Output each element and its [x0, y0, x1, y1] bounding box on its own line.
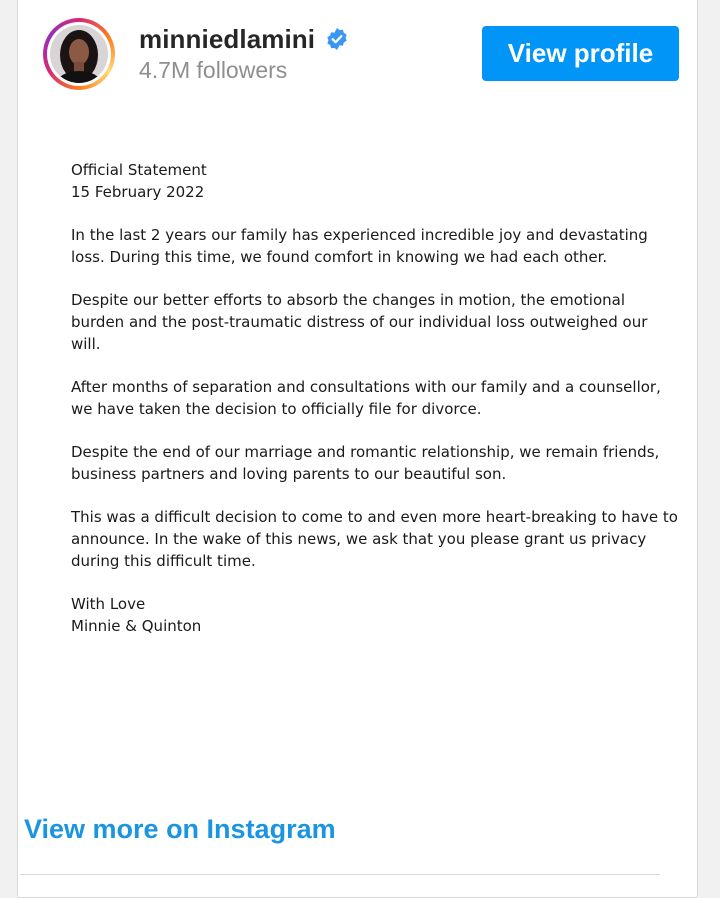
view-profile-button[interactable]: View profile — [482, 26, 679, 81]
verified-badge-icon — [325, 27, 349, 51]
statement-paragraph: In the last 2 years our family has experienced incredible joy and devastating loss. During this time, we found comfort in knowing we had each other. — [71, 226, 648, 266]
post-image[interactable] — [18, 109, 697, 789]
statement-header — [71, 159, 681, 203]
follower-count: 4.7M followers — [139, 57, 288, 83]
statement-signature: Minnie & Quinton — [71, 617, 202, 635]
divider — [20, 874, 660, 875]
statement-paragraph: Despite the end of our marriage and romantic relationship, we remain friends, business partners and loving parents to our beautiful son. — [71, 443, 660, 483]
view-more-on-instagram-link[interactable]: View more on Instagram — [24, 814, 336, 844]
statement-signoff — [71, 593, 681, 637]
username-row — [139, 23, 349, 55]
statement-paragraph: This was a difficult decision to come to and even more heart-breaking to have to announce. In the wake of this news, we ask that you please grant us privacy during this difficult time. — [71, 508, 678, 570]
avatar-story-ring[interactable] — [43, 18, 115, 90]
instagram-embed-card — [17, 0, 698, 898]
statement-date: 15 February 2022 — [71, 183, 205, 201]
avatar — [50, 25, 108, 83]
profile-header — [18, 0, 697, 109]
statement-heading: Official Statement — [71, 161, 207, 179]
username[interactable]: minniedlamini — [139, 23, 316, 54]
statement-paragraph: Despite our better efforts to absorb the changes in motion, the emotional burden and the post-traumatic distress of our individual loss outweighed our will. — [71, 291, 648, 353]
statement-closing: With Love — [71, 595, 146, 613]
statement-paragraph: After months of separation and consultations with our family and a counsellor, we have taken the decision to officially file for divorce. — [71, 378, 661, 418]
statement-text — [71, 159, 681, 658]
avatar-portrait-icon — [50, 25, 108, 83]
